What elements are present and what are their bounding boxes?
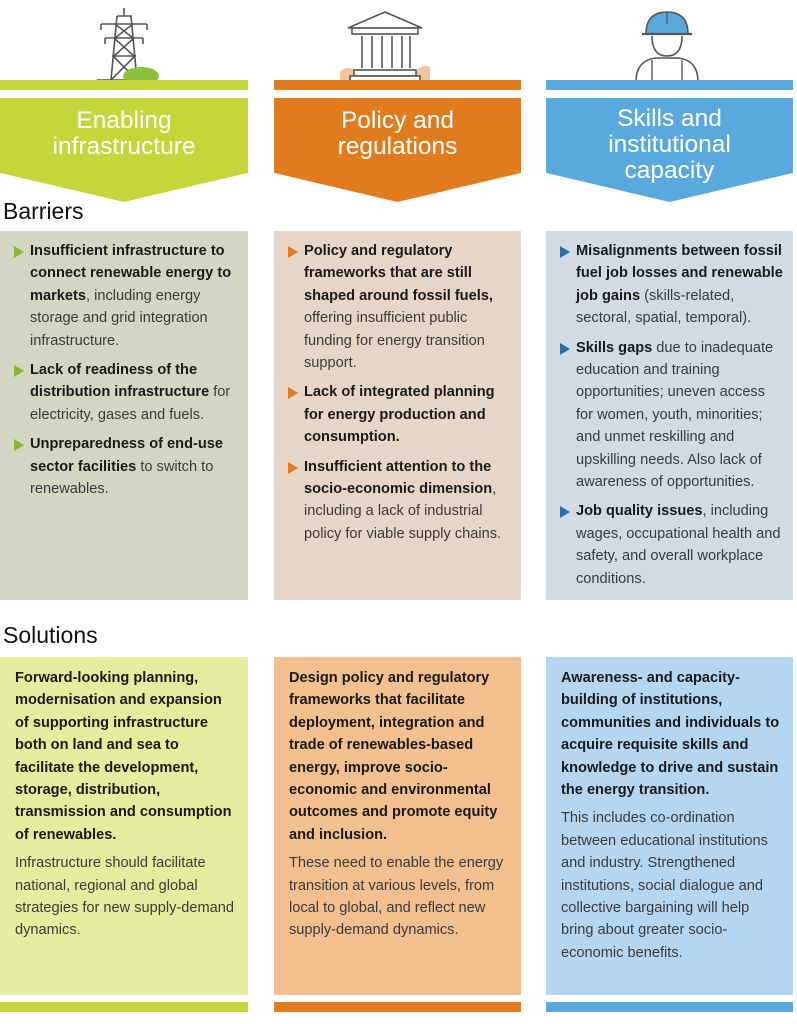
barrier-item: Lack of integrated planning for energy production and consumption. bbox=[288, 381, 511, 448]
orange-bottom-bar bbox=[274, 1002, 521, 1012]
blue-top-bar bbox=[546, 80, 793, 90]
bullet-arrow-icon bbox=[14, 365, 24, 377]
blue-bottom-bar bbox=[546, 1002, 793, 1012]
bullet-arrow-icon bbox=[14, 439, 24, 451]
banner-skills-capacity bbox=[546, 98, 793, 202]
solution-lead: Awareness- and capacity-building of institutions, communities and individuals to acquire requisite skills and knowledge to drive and sustain the energy transition. bbox=[561, 670, 780, 799]
barriers-box-skills bbox=[546, 231, 793, 600]
bullet-arrow-icon bbox=[560, 246, 570, 258]
bullet-arrow-icon bbox=[288, 387, 298, 399]
transmission-tower-icon bbox=[79, 4, 169, 84]
orange-top-bar bbox=[274, 80, 521, 90]
solution-body: These need to enable the energy transition at various levels, from local to global, and reflect new supply-demand dynamics. bbox=[289, 855, 504, 939]
solution-box-infrastructure bbox=[0, 657, 248, 995]
solution-lead: Design policy and regulatory frameworks that facilitate deployment, integration and trade of renewables-based energy, improve socio-economic and environmental outcomes and promote equity and inclusion. bbox=[289, 670, 498, 843]
column-title: Enabling infrastructure bbox=[52, 107, 196, 160]
column-title: Skills and institutional capacity bbox=[608, 105, 731, 184]
barriers-heading: Barriers bbox=[3, 198, 84, 224]
bullet-arrow-icon bbox=[560, 506, 570, 518]
solution-body: Infrastructure should facilitate national, regional and global strategies for new supply-demand dynamics. bbox=[15, 855, 235, 939]
barrier-item: Unpreparedness of end-use sector facilities to switch to renewables. bbox=[14, 433, 238, 500]
barrier-item: Job quality issues, including wages, occupational health and safety, and overall workplace conditions. bbox=[560, 500, 783, 590]
barrier-item: Insufficient attention to the socio-economic dimension, including a lack of industrial policy for viable supply chains. bbox=[288, 456, 511, 546]
solution-body: This includes co-ordination between educational institutions and industry. Strengthened institutions, social dialogue and collective bargaining will help bring about greater socio-economic benefits. bbox=[561, 810, 768, 961]
green-bottom-bar bbox=[0, 1002, 248, 1012]
solutions-heading: Solutions bbox=[3, 622, 98, 648]
bullet-arrow-icon bbox=[560, 343, 570, 355]
bullet-arrow-icon bbox=[288, 462, 298, 474]
green-top-bar bbox=[0, 80, 248, 90]
bullet-arrow-icon bbox=[288, 246, 298, 258]
barrier-item: Insufficient infrastructure to connect renewable energy to markets, including energy storage and grid integration infrastructure. bbox=[14, 240, 238, 352]
banner-policy-regulations bbox=[274, 98, 521, 202]
barrier-item: Skills gaps due to inadequate education and training opportunities; uneven access for women, youth, minorities; and unmet reskilling and upskilling needs. Also lack of awareness of opportunities. bbox=[560, 337, 783, 494]
solution-box-policy bbox=[274, 657, 521, 995]
barriers-box-infrastructure bbox=[0, 231, 248, 600]
banner-enabling-infrastructure bbox=[0, 98, 248, 202]
barrier-item: Misalignments between fossil fuel job losses and renewable job gains (skills-related, sectoral, spatial, temporal). bbox=[560, 240, 783, 330]
hard-hat-worker-icon bbox=[622, 4, 712, 84]
solution-lead: Forward-looking planning, modernisation and expansion of supporting infrastructure both on land and sea to facilitate the development, storage, distribution, transmission and consumption of renewables. bbox=[15, 670, 232, 843]
barrier-item: Policy and regulatory frameworks that are still shaped around fossil fuels, offering insufficient public funding for energy transition support. bbox=[288, 240, 511, 374]
bullet-arrow-icon bbox=[14, 246, 24, 258]
column-title: Policy and regulations bbox=[337, 107, 458, 160]
barrier-item: Lack of readiness of the distribution infrastructure for electricity, gases and fuels. bbox=[14, 359, 238, 426]
government-building-icon bbox=[340, 4, 430, 84]
solution-box-skills bbox=[546, 657, 793, 995]
barriers-box-policy bbox=[274, 231, 521, 600]
